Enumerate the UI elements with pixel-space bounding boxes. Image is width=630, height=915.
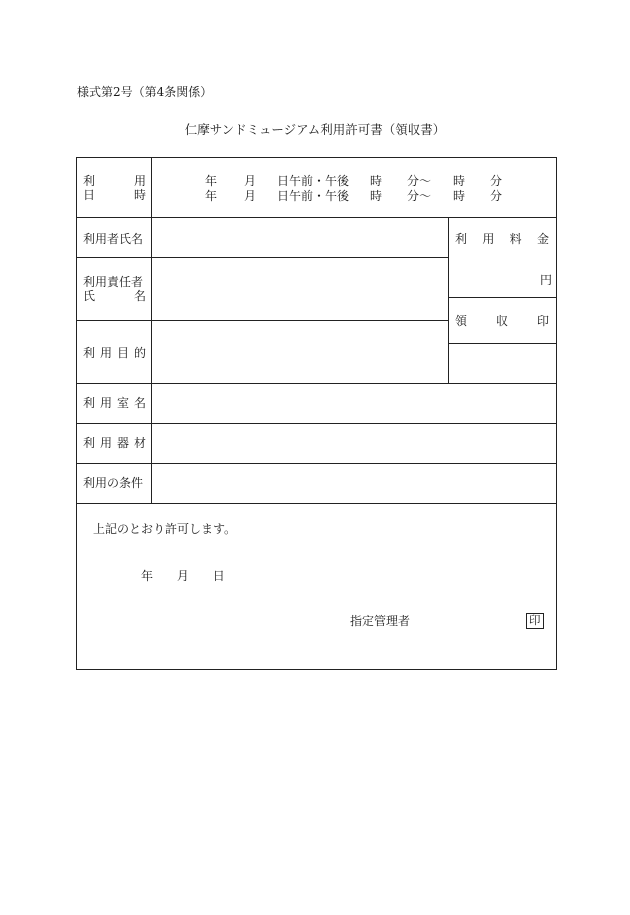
row-divider xyxy=(77,320,448,321)
issue-date: 年 月 日 xyxy=(141,569,225,583)
conditions-label: 利用の条件 xyxy=(83,476,144,490)
row-divider xyxy=(448,297,556,298)
row-divider xyxy=(77,383,556,384)
row-divider xyxy=(448,343,556,344)
equipment-label: 利 用 器 材 xyxy=(83,436,146,450)
form-number: 様式第2号（第4条関係） xyxy=(77,85,213,99)
room-label: 利 用 室 名 xyxy=(83,396,146,410)
label-column-divider xyxy=(151,158,152,503)
fee-label: 利 用 料 金 xyxy=(455,232,549,246)
row-divider xyxy=(77,257,448,258)
fee-column-divider xyxy=(448,217,449,383)
user-name-label: 利用者氏名 xyxy=(83,232,144,246)
usage-datetime-label: 利 用 日 時 xyxy=(83,174,146,202)
permit-form-table: 利 用 日 時 年 月 日午前・午後 時 分〜 時 分 年 月 日午前・午後 時 分〜 時 分 利用者氏名 利 用 料 金 利用責任者 氏 名 円 領 収 印 利 用 目 的 利 用 室 名 利 用 器 材 利用の条件 上記のとおり許可します。 年 月 日 指定管理者 印 xyxy=(76,157,557,670)
permission-statement: 上記のとおり許可します。 xyxy=(93,522,237,536)
row-divider xyxy=(77,423,556,424)
yen-unit: 円 xyxy=(540,273,553,287)
row-divider xyxy=(77,217,556,218)
document-title: 仁摩サンドミュージアム利用許可書（領収書） xyxy=(184,122,446,137)
receipt-seal-label: 領 収 印 xyxy=(455,314,549,328)
purpose-label: 利 用 目 的 xyxy=(83,346,146,360)
row-divider xyxy=(77,463,556,464)
row-divider xyxy=(77,503,556,504)
designated-manager-label: 指定管理者 xyxy=(350,614,411,628)
responsible-person-label: 利用責任者 氏 名 xyxy=(83,275,146,303)
manager-seal-mark: 印 xyxy=(526,613,544,629)
